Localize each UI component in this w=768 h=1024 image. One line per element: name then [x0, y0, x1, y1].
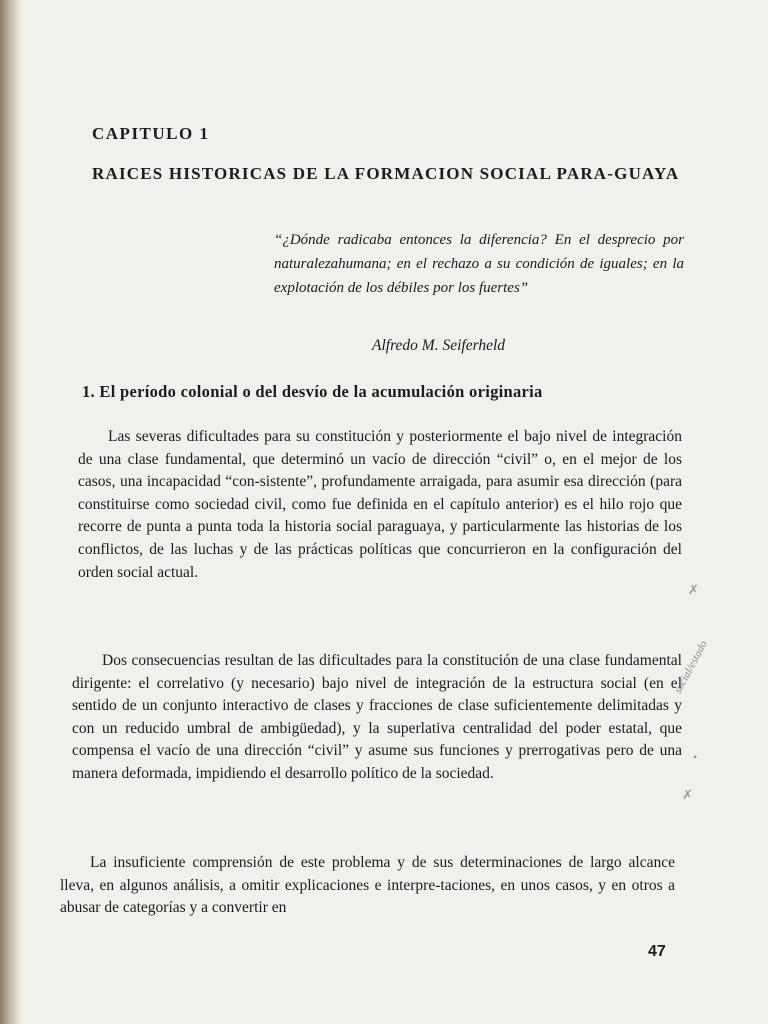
body-paragraph-1: Las severas dificultades para su constitución y posteriormente el bajo nivel de integración de una clase fundamental, que determinó un vacío de dirección “civil” o, en el mejor de los casos, una incapacidad “con-sistente”, profundamente arraigada, para asumir esa dirección (para constituirse como sociedad civil, como fue definida en el capítulo anterior) es el hilo rojo que recorre de punta a punta toda la historia social paraguaya, y particularmente las historias de los conflictos, de las luchas y de las prácticas políticas que concurrieron en la configuración del orden social actual.	[78, 428, 682, 581]
epigraph-author: Alfredo M. Seiferheld	[372, 337, 506, 354]
pencil-check-mark-icon: ✗	[682, 788, 693, 803]
chapter-label: CAPITULO 1	[92, 124, 210, 143]
handwritten-margin-note: social/estado	[672, 638, 710, 696]
pencil-check-mark-icon: ✗	[688, 583, 699, 598]
section-heading: 1. El período colonial o del desvío de la acumulación originaria	[82, 382, 543, 401]
pencil-tick-icon: ∙	[692, 752, 699, 763]
body-paragraph-3: La insuficiente comprensión de este problema y de sus determinaciones de largo alcance lleva, en algunos análisis, a omitir explicaciones e interpre-taciones, en unos casos, y en otros a abusar de categorías y a convertir en	[60, 854, 675, 917]
epigraph-quote: “¿Dónde radicaba entonces la diferencia? En el desprecio por naturalezahumana; en el rechazo a su condición de iguales; en la explotación de los débiles por los fuertes”	[274, 232, 684, 296]
body-paragraph-2: Dos consecuencias resultan de las dificultades para la constitución de una clase fundamental dirigente: el correlativo (y necesario) bajo nivel de integración de la estructura social (en el sentido de un conjunto interactivo de clases y fracciones de clase suficientemente delimitadas y con un reducido umbral de ambigüedad), y la superlativa centralidad del poder estatal, que compensa el vacío de una dirección “civil” y asume sus funciones y prerrogativas pero de una manera deformada, impidiendo el desarrollo político de la sociedad.	[72, 652, 682, 782]
page-number: 47	[648, 943, 666, 960]
chapter-title: RAICES HISTORICAS DE LA FORMACION SOCIAL PARA-GUAYA	[92, 164, 680, 183]
